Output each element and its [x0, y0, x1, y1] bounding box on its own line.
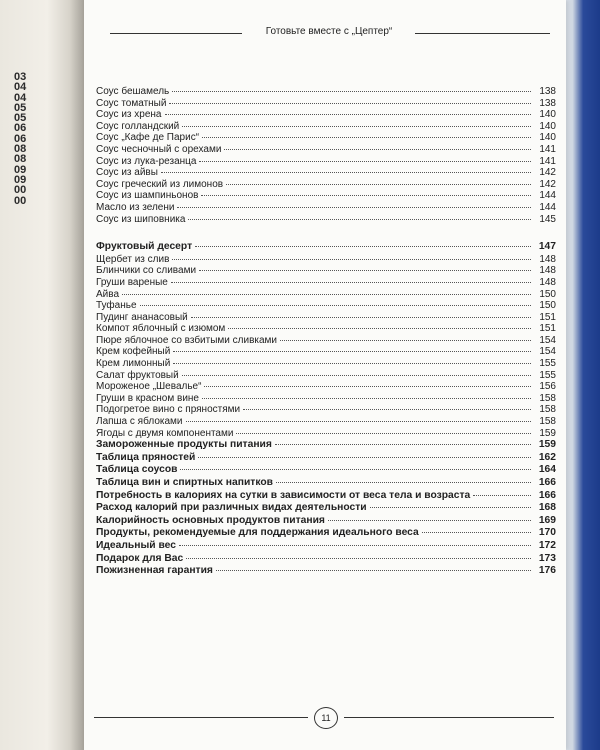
toc-section-row: [96, 241, 556, 254]
toc-page-number: 158: [539, 416, 556, 428]
toc-page-number: 159: [538, 439, 556, 451]
header-rule-left: [110, 33, 242, 34]
header-title: Готовьте вместе с „Цептер“: [265, 26, 393, 37]
running-header: [110, 26, 550, 42]
dot-leader: [236, 433, 531, 434]
toc-section-row: [96, 553, 556, 566]
dot-leader: [186, 558, 531, 559]
toc-entry-title: Подарок для Вас: [96, 552, 184, 564]
toc-page-number: 169: [538, 514, 556, 526]
toc-entry-title: Лапша с яблоками: [96, 416, 183, 428]
footer-rule-left: [94, 717, 308, 718]
toc-section-row: [96, 490, 556, 503]
dot-leader: [140, 305, 531, 306]
toc-page-number: 166: [538, 477, 556, 488]
toc-entry-title: Фруктовый десерт: [96, 241, 193, 253]
toc-section-row: [96, 515, 556, 528]
dot-leader: [191, 317, 531, 318]
left-page-number: 05: [14, 101, 27, 114]
dot-leader: [199, 270, 531, 271]
dot-leader: [188, 219, 531, 220]
toc-page-number: 159: [539, 427, 556, 439]
toc-entry-row: [96, 202, 556, 214]
dot-leader: [276, 482, 531, 483]
dot-leader: [280, 340, 531, 341]
left-page-number: 06: [14, 132, 27, 145]
toc-entry-row: [96, 393, 556, 405]
toc-page-number: 158: [539, 392, 556, 404]
toc-page-number: 148: [539, 276, 556, 288]
left-page-number: 09: [14, 173, 27, 186]
toc-entry-row: [96, 289, 556, 301]
toc-page-number: 176: [538, 565, 556, 577]
toc-page-number: 162: [538, 451, 556, 463]
toc-page-number: 141: [539, 143, 556, 155]
toc-entry-row: [96, 346, 556, 358]
toc-page-number: 150: [539, 288, 556, 300]
toc-entry-row: [96, 335, 556, 347]
toc-entry-title: Туфанье: [96, 300, 137, 312]
toc-entry-row: [96, 277, 556, 289]
toc-entry-title: Пудинг ананасовый: [96, 311, 188, 323]
table-of-contents: [96, 86, 556, 578]
toc-entry-title: Айва: [96, 288, 120, 300]
left-page-number: 00: [14, 184, 27, 197]
toc-entry-row: [96, 190, 556, 202]
toc-entry-title: Пюре яблочное со взбитыми сливками: [96, 334, 278, 346]
toc-entry-title: Блинчики со сливами: [96, 265, 197, 277]
toc-page-number: 155: [539, 358, 556, 370]
toc-entry-title: Соус „Кафе де Парис“: [96, 132, 200, 144]
toc-entry-title: Подогретое вино с пряностями: [96, 404, 241, 416]
toc-entry-row: [96, 312, 556, 324]
page-number: 11: [314, 707, 338, 729]
toc-page-number: 155: [539, 369, 556, 381]
toc-entry-row: [96, 144, 556, 156]
toc-entry-title: Мороженое „Шевалье“: [96, 381, 202, 393]
toc-entry-title: Потребность в калориях на сутки в зависимости от веса тела и возраста: [96, 489, 471, 501]
toc-page-number: 148: [539, 265, 556, 277]
dot-leader: [224, 149, 531, 150]
toc-page-number: 140: [539, 132, 556, 144]
toc-page-number: 150: [539, 300, 556, 312]
dot-leader: [171, 282, 531, 283]
toc-entry-row: [96, 132, 556, 144]
toc-entry-title: Замороженные продукты питания: [96, 439, 272, 451]
toc-entry-row: [96, 167, 556, 179]
toc-page-number: 140: [539, 120, 556, 132]
toc-entry-title: Таблица соусов: [96, 464, 178, 476]
dot-leader: [186, 421, 532, 422]
toc-entry-row: [96, 300, 556, 312]
header-rule-right: [415, 33, 550, 34]
toc-entry-row: [96, 86, 556, 98]
dot-leader: [165, 114, 532, 115]
toc-entry-title: Щербет из слив: [96, 253, 170, 265]
toc-entry-title: Таблица вин и спиртных напитков: [96, 477, 273, 488]
dot-leader: [172, 91, 531, 92]
dot-leader: [169, 103, 531, 104]
toc-page-number: 144: [539, 201, 556, 213]
toc-section-row: [96, 527, 556, 540]
dot-leader: [328, 520, 531, 521]
toc-page-number: 168: [538, 502, 556, 514]
toc-entry-row: [96, 404, 556, 416]
toc-entry-title: Масло из зелени: [96, 201, 175, 213]
dot-leader: [370, 507, 531, 508]
footer-rule-right: [344, 717, 554, 718]
dot-leader: [199, 161, 531, 162]
toc-section-row: [96, 540, 556, 553]
toc-entry-title: Соус бешамель: [96, 86, 170, 97]
toc-entry-title: Соус томатный: [96, 97, 167, 109]
toc-page-number: 145: [539, 213, 556, 225]
toc-entry-title: Соус из хрена: [96, 109, 162, 121]
toc-section-row: [96, 464, 556, 477]
toc-page-number: 154: [539, 346, 556, 358]
toc-page-number: 142: [539, 178, 556, 190]
dot-leader: [201, 195, 531, 196]
toc-entry-title: Груши вареные: [96, 276, 168, 288]
dot-leader: [161, 172, 531, 173]
dot-leader: [204, 386, 531, 387]
toc-page-number: 142: [539, 167, 556, 179]
toc-entry-title: Калорийность основных продуктов питания: [96, 514, 325, 526]
left-page-number: 04: [14, 91, 27, 104]
dot-leader: [173, 351, 531, 352]
toc-entry-title: Идеальный вес: [96, 539, 176, 551]
left-page-number: 06: [14, 122, 27, 135]
toc-entry-row: [96, 98, 556, 110]
toc-entry-row: [96, 109, 556, 121]
left-page-number: 05: [14, 112, 27, 125]
toc-page-number: 173: [538, 552, 556, 564]
toc-entry-title: Соус из лука-резанца: [96, 155, 197, 167]
left-page-numbers: [14, 72, 26, 206]
dot-leader: [177, 207, 531, 208]
dot-leader: [275, 444, 531, 445]
toc-page-number: 156: [539, 381, 556, 393]
toc-page-number: 144: [539, 190, 556, 202]
dot-leader: [216, 570, 531, 571]
toc-section-row: [96, 439, 556, 452]
toc-entry-title: Соус из шампиньонов: [96, 190, 199, 202]
toc-entry-row: [96, 370, 556, 382]
left-page-number: 00: [14, 194, 27, 207]
toc-entry-title: Соус голландский: [96, 120, 180, 132]
toc-section-row: [96, 565, 556, 578]
left-page-number: 03: [14, 71, 27, 83]
toc-gap: [96, 225, 556, 241]
dot-leader: [173, 363, 531, 364]
dot-leader: [172, 259, 531, 260]
toc-entry-title: Соус греческий из лимонов: [96, 178, 224, 190]
toc-page-number: 170: [538, 527, 556, 539]
toc-page-number: 138: [539, 97, 556, 109]
toc-entry-row: [96, 416, 556, 428]
dot-leader: [122, 294, 531, 295]
toc-entry-title: Таблица пряностей: [96, 451, 196, 463]
toc-entry-title: Салат фруктовый: [96, 369, 179, 381]
toc-entry-row: [96, 358, 556, 370]
toc-entry-title: Пожизненная гарантия: [96, 565, 213, 577]
toc-entry-title: Груши в красном вине: [96, 392, 199, 404]
toc-page-number: 151: [539, 323, 556, 335]
toc-page-number: 140: [539, 109, 556, 121]
toc-entry-row: [96, 156, 556, 168]
left-page-number: 09: [14, 163, 27, 176]
toc-page-number: 172: [538, 539, 556, 551]
toc-entry-row: [96, 121, 556, 133]
dot-leader: [202, 398, 531, 399]
toc-entry-row: [96, 428, 556, 440]
dot-leader: [180, 469, 531, 470]
dot-leader: [195, 246, 531, 247]
dot-leader: [182, 126, 531, 127]
toc-page-number: 154: [539, 334, 556, 346]
dot-leader: [473, 495, 531, 496]
left-page-number: 08: [14, 143, 27, 156]
toc-entry-title: Соус из шиповника: [96, 213, 186, 225]
toc-entry-title: Продукты, рекомендуемые для поддержания идеального веса: [96, 527, 419, 539]
toc-page-number: 158: [539, 404, 556, 416]
toc-entry-title: Соус из айвы: [96, 167, 158, 179]
toc-entry-title: Расход калорий при различных видах деятельности: [96, 502, 367, 514]
toc-page-number: 148: [539, 253, 556, 265]
left-page-number: 04: [14, 81, 27, 94]
toc-entry-title: Крем лимонный: [96, 358, 171, 370]
dot-leader: [226, 184, 531, 185]
toc-section-row: [96, 477, 556, 490]
toc-page-number: 138: [539, 86, 556, 97]
dot-leader: [179, 545, 531, 546]
dot-leader: [243, 409, 531, 410]
dot-leader: [198, 457, 531, 458]
dot-leader: [228, 328, 531, 329]
toc-page-number: 141: [539, 155, 556, 167]
toc-entry-row: [96, 265, 556, 277]
toc-entry-row: [96, 323, 556, 335]
toc-entry-row: [96, 214, 556, 226]
toc-entry-row: [96, 381, 556, 393]
toc-section-row: [96, 502, 556, 515]
toc-entry-title: Компот яблочный с изюмом: [96, 323, 226, 335]
toc-page-number: 166: [538, 489, 556, 501]
toc-page-number: 147: [538, 241, 556, 253]
toc-page-number: 151: [539, 311, 556, 323]
dot-leader: [182, 375, 531, 376]
toc-page-number: 164: [538, 464, 556, 476]
toc-entry-row: [96, 254, 556, 266]
toc-entry-row: [96, 179, 556, 191]
toc-entry-title: Соус чесночный с орехами: [96, 143, 222, 155]
toc-section-row: [96, 452, 556, 465]
left-page-number: 08: [14, 153, 27, 166]
dot-leader: [202, 137, 531, 138]
toc-entry-title: Ягоды с двумя компонентами: [96, 427, 234, 439]
dot-leader: [422, 532, 531, 533]
toc-entry-title: Крем кофейный: [96, 346, 171, 358]
